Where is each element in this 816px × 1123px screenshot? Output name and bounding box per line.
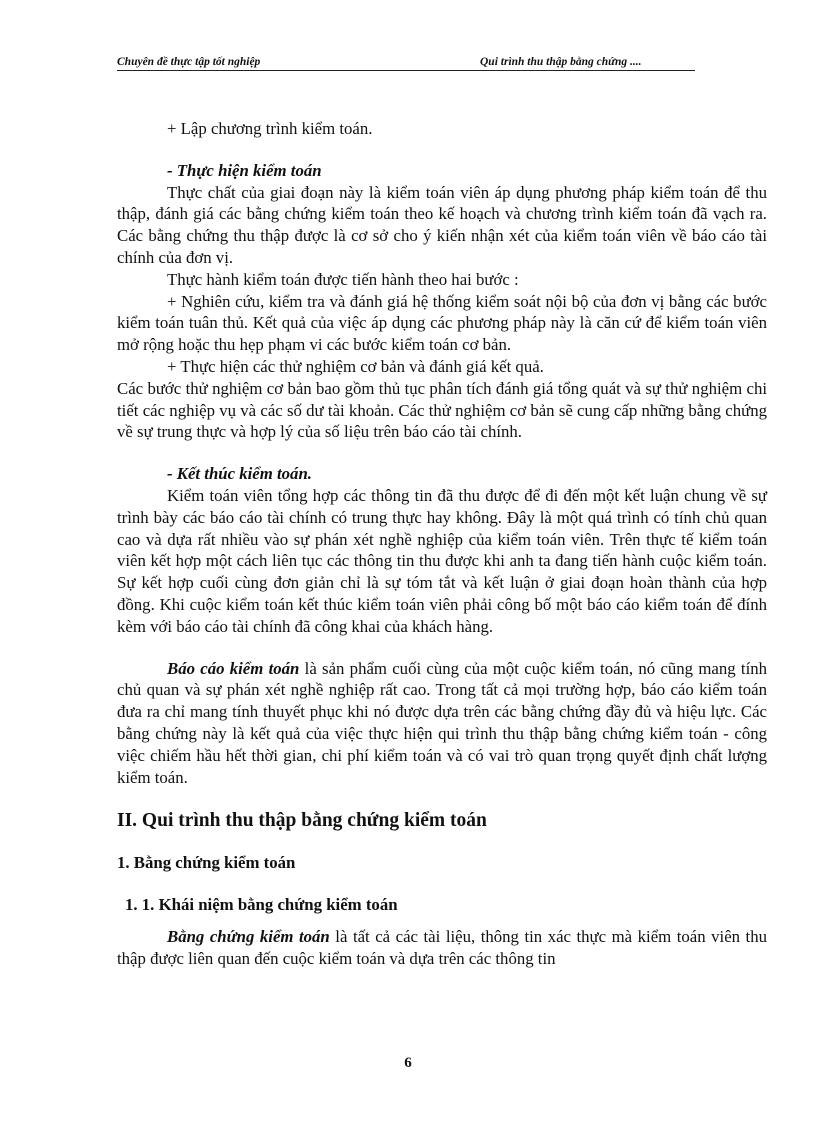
subsubsection-heading: 1. 1. Khái niệm bằng chứng kiểm toán [125,895,398,915]
paragraph-bao-cao-text: là sản phẩm cuối cùng của một cuộc kiểm toán, nó cũng mang tính chủ quan và sự phán xét nghề nghiệp rất cao. Trong tất cả mọi trường hợp, báo cáo kiểm toán đưa ra chỉ mang tính thuyết phục khi nó được dựa trên các bằng chứng đầy đủ và hiệu lực. Các bằng chứng này là kết quả của việc thực hiện qui trình thu thập bằng chứng kiểm toán - công việc chiếm hầu hết thời gian, chi phí kiểm toán và có vai trò quan trọng quyết định chất lượng kiểm toán. [117,658,768,787]
header-right-title: Qui trình thu thập bằng chứng .... [480,56,642,68]
paragraph-khai-niem-text: là tất cả các tài liệu, thông tin xác thực mà kiểm toán viên thu thập được liên quan đến cuộc kiểm toán và dựa trên các thông tin [117,927,767,969]
paragraph-bao-cao [117,658,767,789]
paragraph-cac-buoc: Các bước thử nghiệm cơ bản bao gồm thủ tục phân tích đánh giá tổng quát và sự thử nghiệm chi tiết các nghiệp vụ và các số dư tài khoản. Các thử nghiệm cơ bản sẽ cung cấp những bằng chứng về sự trung thực và hợp lý của số liệu trên báo cáo tài chính. [117,378,767,442]
header-left-title: Chuyên đề thực tập tốt nghiệp [117,56,261,68]
term-bao-cao-kiem-toan: Báo cáo kiểm toán [167,658,300,678]
term-bang-chung: Bằng chứng kiểm toán [167,927,330,947]
paragraph-thuc-chat: Thực chất của giai đoạn này là kiểm toán viên áp dụng phương pháp kiểm toán để thu thập, đánh giá các bằng chứng kiểm toán theo kế hoạch và chương trình kiểm toán đã vạch ra. Các bằng chứng thu thập được là cơ sở cho ý kiến nhận xét của kiểm toán viên về báo cáo tài chính của đơn vị. [117,182,767,267]
section-heading: II. Qui trình thu thập bằng chứng kiểm toán [117,810,487,832]
header-rule [117,70,695,71]
paragraph-thu-nghiem: + Thực hiện các thử nghiệm cơ bản và đánh giá kết quả. [167,356,544,376]
page-number: 6 [404,1055,412,1071]
document-body [117,118,767,970]
subheading-ket-thuc: - Kết thúc kiểm toán. [167,464,312,484]
paragraph-tong-hop: Kiểm toán viên tổng hợp các thông tin đã thu được để đi đến một kết luận chung về sự trình bày các báo cáo tài chính có trung thực hay không. Đây là một quá trình có tính chủ quan cao và dựa rất nhiều vào sự phán xét nghề nghiệp của kiểm toán viên. Trên thực tế kiểm toán viên kết hợp một cách liên tục các thông tin thu được khi anh ta đang tiến hành cuộc kiểm toán. Sự kết hợp cuối cùng đơn giản chỉ là sự tóm tắt và kết luận ở giai đoạn hoàn thành của hợp đồng. Khi cuộc kiểm toán kết thúc kiểm toán viên phải công bố một báo cáo kiểm toán để đính kèm với báo cáo tài chính đã công khai của khách hàng. [117,485,767,636]
paragraph-hai-buoc: Thực hành kiểm toán được tiến hành theo hai bước : [167,269,519,289]
paragraph-nghien-cuu: + Nghiên cứu, kiểm tra và đánh giá hệ thống kiểm soát nội bộ của đơn vị bằng các bước kiểm toán tuân thủ. Kết quả của việc áp dụng các phương pháp này là căn cứ để kiểm toán viên mở rộng hoặc thu hẹp phạm vi các bước kiểm toán cơ bản. [117,291,767,355]
paragraph-lap-chuong-trinh: + Lập chương trình kiểm toán. [167,119,373,138]
paragraph-khai-niem [117,926,767,970]
page-header [117,56,695,72]
subheading-thuc-hien: - Thực hiện kiểm toán [167,160,322,180]
subsection-heading: 1. Bằng chứng kiểm toán [117,853,296,873]
